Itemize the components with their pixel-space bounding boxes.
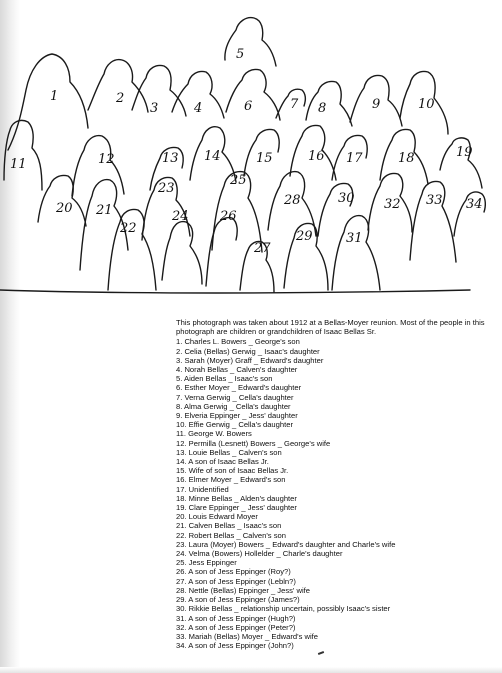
figure-number-11: 11 — [10, 157, 27, 172]
list-item: 18. Minne Bellas _ Alden's daughter — [176, 493, 297, 503]
list-item: 6. Esther Moyer _ Edward's daughter — [176, 383, 302, 393]
figure-number-17: 17 — [346, 151, 363, 166]
list-item: 25. Jess Eppinger — [176, 558, 237, 568]
list-item: 24. Velma (Bowers) Hollelder _ Charle's daughter — [176, 549, 343, 559]
figure-number-25: 25 — [230, 173, 247, 188]
outline-5 — [225, 18, 276, 66]
figure-number-8: 8 — [318, 101, 327, 116]
outline-11 — [4, 120, 42, 190]
list-item: 20. Louis Edward Moyer — [176, 512, 258, 522]
list-item: 11. George W. Bowers — [176, 429, 252, 439]
list-item: 17. Unidentified — [176, 484, 229, 494]
figure-number-34: 34 — [466, 197, 483, 212]
figure-number-6: 6 — [244, 99, 253, 114]
figure-number-13: 13 — [162, 151, 179, 166]
figure-number-10: 10 — [418, 97, 435, 112]
figure-number-12: 12 — [98, 152, 115, 167]
figure-number-23: 23 — [158, 181, 175, 196]
list-item: 7. Verna Gerwig _ Cella's daughter — [176, 392, 294, 402]
figure-number-4: 4 — [194, 101, 203, 116]
outline-1 — [8, 54, 88, 150]
figure-number-27: 27 — [254, 241, 271, 256]
figure-number-7: 7 — [290, 97, 299, 112]
list-item: 15. Wife of son of Isaac Bellas Jr. — [176, 466, 289, 476]
list-item: 1. Charles L. Bowers _ George's son — [176, 337, 300, 347]
figure-number-1: 1 — [50, 89, 59, 104]
figure-number-33: 33 — [426, 193, 443, 208]
figure-number-9: 9 — [372, 97, 381, 112]
figure-number-31: 31 — [346, 231, 363, 246]
outline-8 — [306, 81, 352, 126]
list-item: 5. Aiden Bellas _ Isaac's son — [176, 374, 273, 384]
list-item: 21. Calven Bellas _ Isaac's son — [176, 521, 282, 531]
figure-number-29: 29 — [296, 229, 313, 244]
figure-number-21: 21 — [96, 203, 113, 218]
figure-number-32: 32 — [384, 197, 401, 212]
list-item: 32. A son of Jess Eppinger (Peter?) — [176, 622, 296, 632]
list-item: 14. A son of Isaac Bellas Jr. — [176, 457, 269, 467]
figure-number-30: 30 — [338, 191, 355, 206]
figure-number-19: 19 — [456, 145, 473, 160]
figure-number-28: 28 — [284, 193, 301, 208]
list-item: 9. Elveria Eppinger _ Jess' daughter — [176, 411, 298, 421]
figure-number-3: 3 — [150, 101, 159, 116]
caption-intro: This photograph was taken about 1912 at a Bellas-Moyer reunion. Most of the people in this photograph are children or grandchildren of Isaac Bellas Sr. — [176, 318, 485, 337]
figure-number-5: 5 — [236, 47, 245, 62]
list-item: 31. A son of Jess Eppinger (Hugh?) — [176, 613, 296, 623]
list-item: 8. Alma Gerwig _ Cella's daughter — [176, 401, 291, 411]
outline-31 — [332, 216, 380, 290]
list-item: 2. Celia (Bellas) Gerwig _ Isaac's daughter — [176, 346, 320, 356]
list-item: 13. Louie Bellas _ Calven's son — [176, 447, 282, 457]
figure-number-22: 22 — [120, 221, 137, 236]
stray-pen-mark — [318, 651, 324, 655]
figure-number-18: 18 — [398, 151, 415, 166]
sketch-svg — [0, 0, 502, 300]
list-item: 29. A son of Jess Eppinger (James?) — [176, 595, 300, 605]
figure-number-26: 26 — [220, 209, 237, 224]
outline-6 — [226, 69, 280, 120]
list-item: 34. A son of Jess Eppinger (John?) — [176, 641, 294, 651]
outline-26 — [206, 218, 237, 286]
outline-24 — [162, 222, 202, 284]
list-item: 19. Clare Eppinger _ Jess' daughter — [176, 503, 297, 513]
list-item: 26. A son of Jess Eppinger (Roy?) — [176, 567, 291, 577]
figure-number-16: 16 — [308, 149, 325, 164]
list-item: 4. Norah Bellas _ Calven's daughter — [176, 365, 298, 375]
figure-number-24: 24 — [172, 209, 189, 224]
outline-floor — [0, 290, 470, 293]
list-item: 16. Elmer Moyer _ Edward's son — [176, 475, 286, 485]
figure-number-20: 20 — [56, 201, 73, 216]
list-item: 3. Sarah (Moyer) Graff _ Edward's daughter — [176, 355, 324, 365]
figure-number-15: 15 — [256, 151, 273, 166]
figure-number-2: 2 — [116, 91, 125, 106]
list-item: 30. Rikkie Bellas _ relationship uncertain, possibly Isaac's sister — [176, 604, 391, 614]
group-outline-sketch — [0, 0, 502, 300]
figure-number-14: 14 — [204, 149, 221, 164]
list-item: 10. Effie Gerwig _ Cella's daughter — [176, 420, 293, 430]
list-item: 27. A son of Jess Eppinger (Lebln?) — [176, 576, 296, 586]
list-item: 12. Permilla (Lesnett) Bowers _ George's wife — [176, 438, 331, 448]
list-item: 22. Robert Bellas _ Calven's son — [176, 530, 286, 540]
identification-list — [176, 337, 492, 650]
photo-caption — [176, 318, 492, 650]
list-item: 28. Nettle (Bellas) Eppinger _ Jess' wife — [176, 585, 310, 595]
list-item: 33. Mariah (Bellas) Moyer _ Edward's wife — [176, 631, 318, 641]
scan-shadow-bottom — [0, 667, 502, 673]
list-item: 23. Laura (Moyer) Bowers _ Edward's daughter and Charle's wife — [176, 539, 396, 549]
